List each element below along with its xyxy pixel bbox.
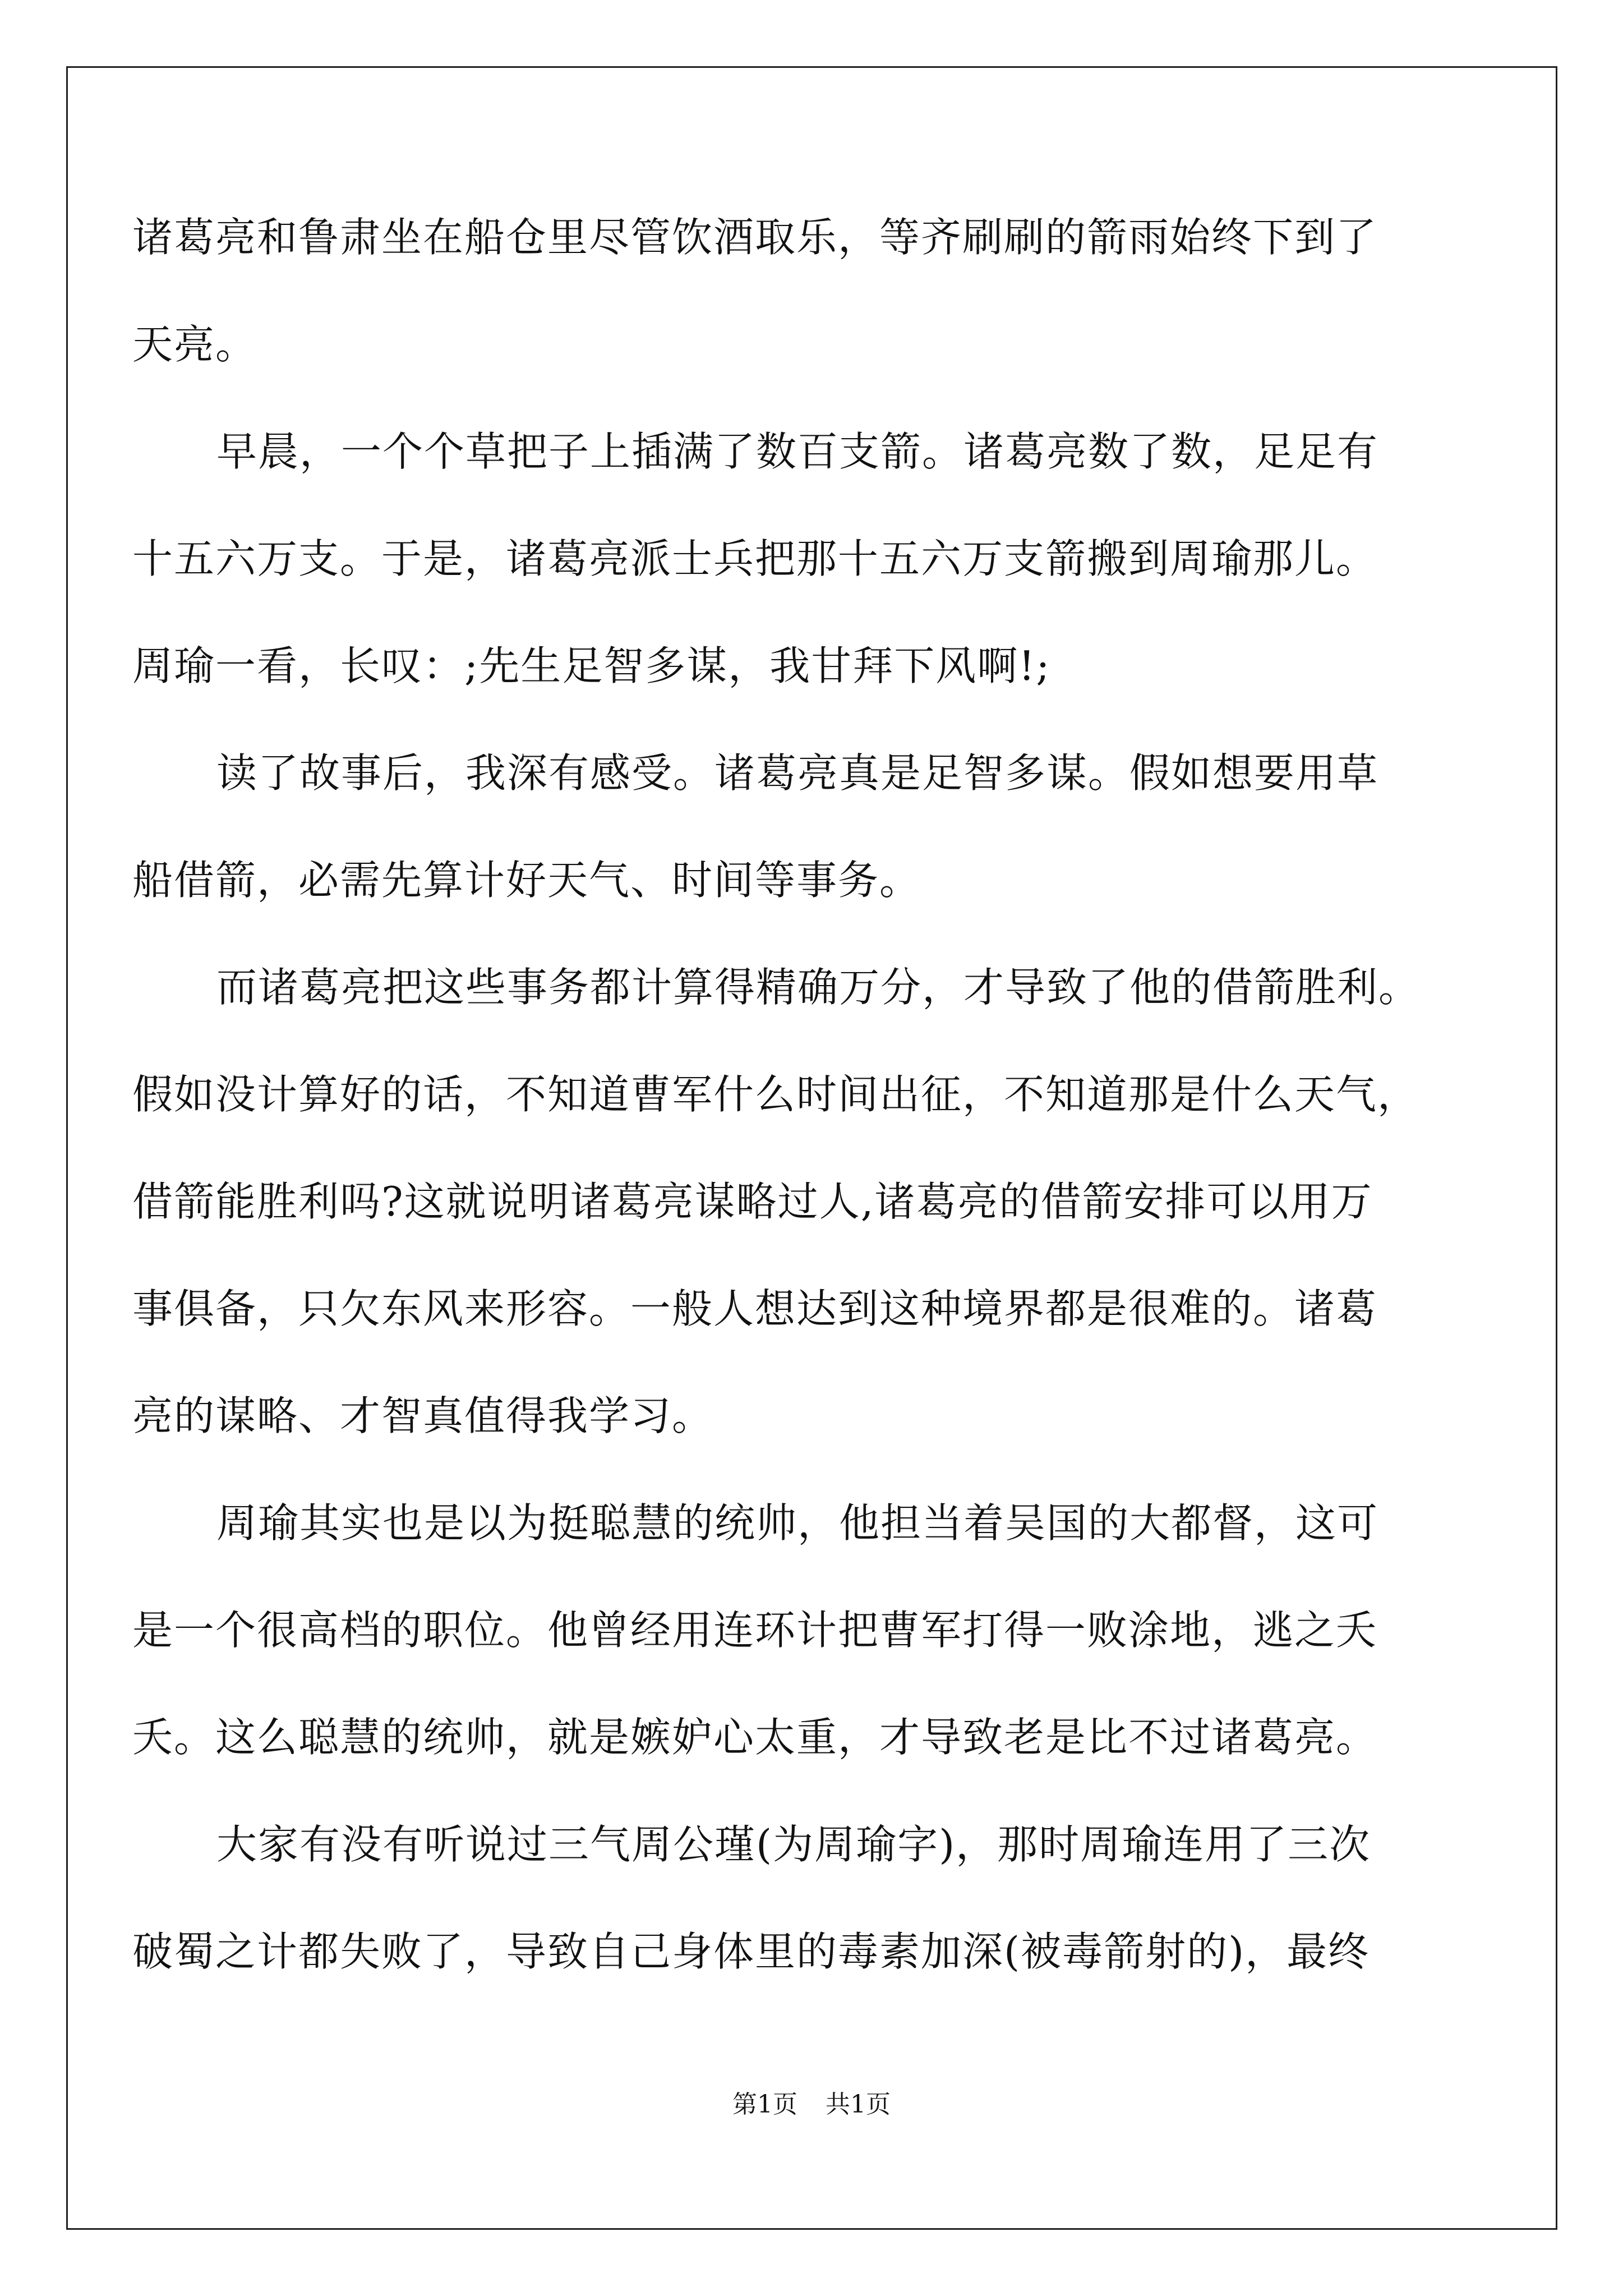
text-line: 天亮。 xyxy=(132,321,257,368)
text-line: 船借箭，必需先算计好天气、时间等事务。 xyxy=(132,857,921,904)
text-line: 事俱备，只欠东风来形容。一般人想达到这种境界都是很难的。诸葛 xyxy=(132,1285,1378,1332)
text-line: 周瑜一看，长叹：;先生足智多谋，我甘拜下风啊!; xyxy=(132,642,1051,689)
text-line: 是一个很高档的职位。他曾经用连环计把曹军打得一败涂地，逃之夭 xyxy=(132,1607,1378,1654)
paragraph-start-line: 大家有没有听说过三气周公瑾(为周瑜字)，那时周瑜连用了三次 xyxy=(216,1821,1371,1868)
page-footer xyxy=(0,2088,1623,2122)
text-line: 破蜀之计都失败了，导致自己身体里的毒素加深(被毒箭射的)，最终 xyxy=(132,1928,1370,1975)
document-body xyxy=(132,184,1487,2005)
total-pages: 共1页 xyxy=(826,2090,891,2119)
text-line: 亮的谋略、才智真值得我学习。 xyxy=(132,1392,714,1439)
paragraph-start-line: 读了故事后，我深有感受。诸葛亮真是足智多谋。假如想要用草 xyxy=(216,749,1379,797)
text-line: 借箭能胜利吗?这就说明诸葛亮谋略过人,诸葛亮的借箭安排可以用万 xyxy=(132,1178,1373,1225)
paragraph-start-line: 而诸葛亮把这些事务都计算得精确万分，才导致了他的借箭胜利。 xyxy=(216,964,1421,1011)
text-line: 十五六万支。于是，诸葛亮派士兵把那十五六万支箭搬到周瑜那儿。 xyxy=(132,535,1378,582)
text-line: 诸葛亮和鲁肃坐在船仓里尽管饮酒取乐，等齐刷刷的箭雨始终下到了 xyxy=(132,214,1378,261)
paragraph-start-line: 周瑜其实也是以为挺聪慧的统帅，他担当着吴国的大都督，这可 xyxy=(216,1499,1379,1547)
paragraph-start-line: 早晨，一个个草把子上插满了数百支箭。诸葛亮数了数，足足有 xyxy=(216,428,1379,475)
text-line: 假如没计算好的话，不知道曹军什么时间出征，不知道那是什么天气， xyxy=(132,1071,1419,1118)
page-number: 第1页 xyxy=(732,2090,797,2119)
text-line: 夭。这么聪慧的统帅，就是嫉妒心太重，才导致老是比不过诸葛亮。 xyxy=(132,1714,1378,1761)
